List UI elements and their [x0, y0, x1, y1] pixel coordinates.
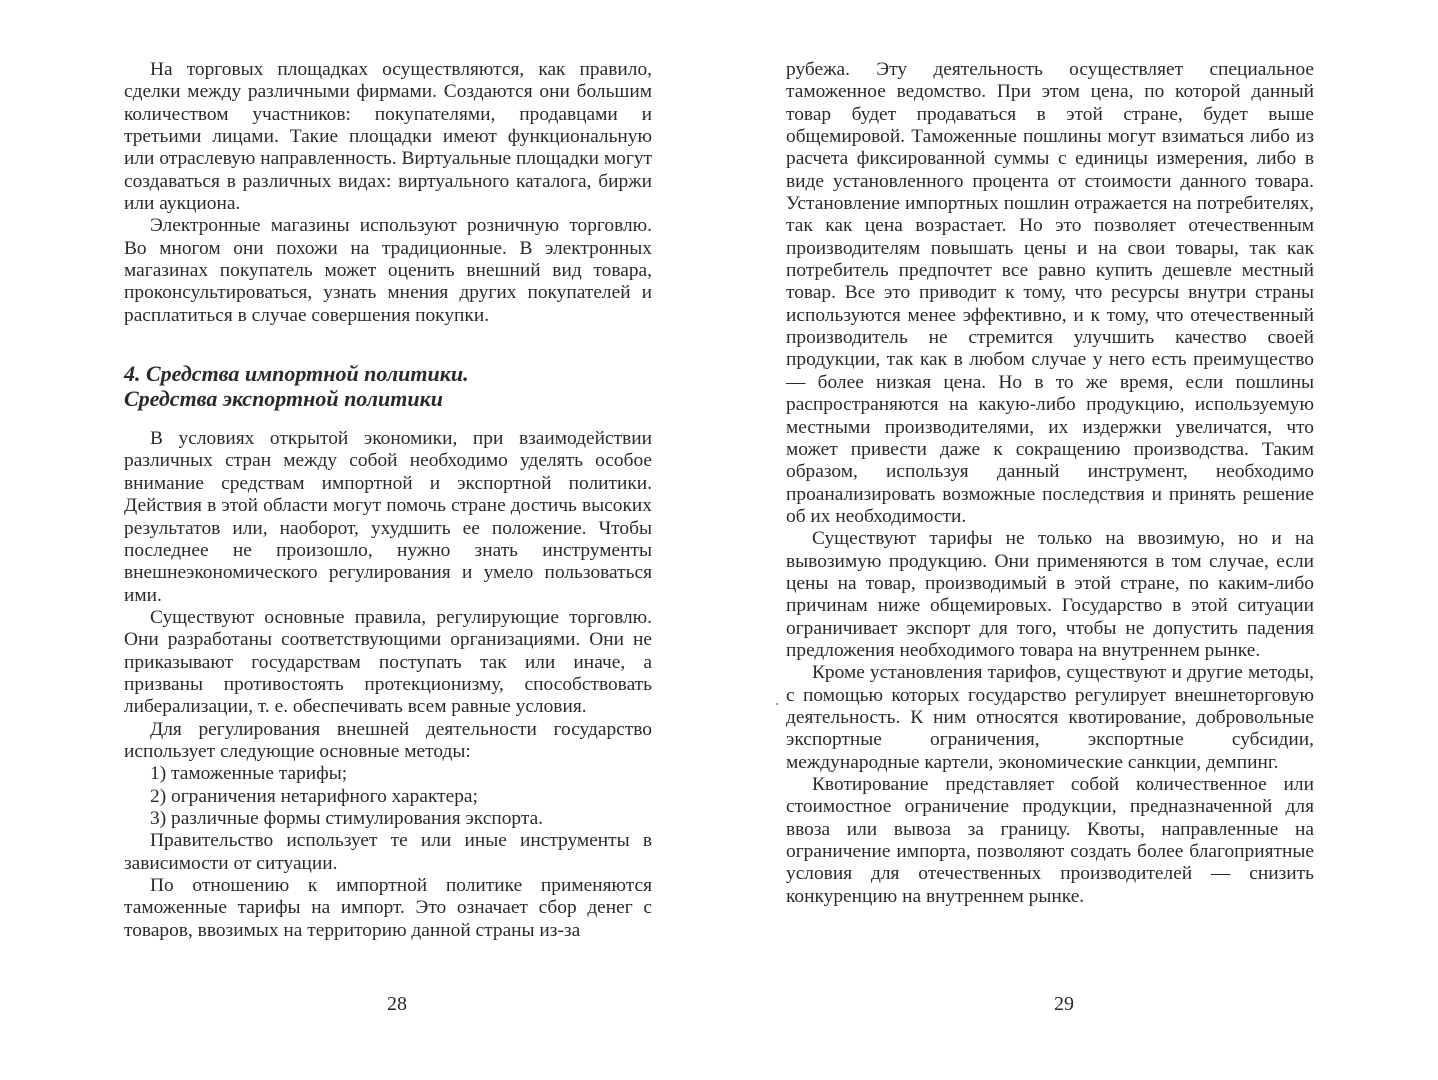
paragraph: Квотирование представляет собой количественное или стоимостное ограничение продукции, предназначенной для ввоза или вывоза за границу. Квоты, направленные на ограничение импорта, позволяют создать более благоприятные условия для отечественных производителей — снизить конкуренцию на внутреннем рынке. — [786, 774, 1314, 907]
paragraph: В условиях открытой экономики, при взаимодействии различных стран между собой необходимо уделять особое внимание средствам импортной и экспортной политики. Действия в этой области могут помочь стране достичь высоких результатов или, наоборот, ухудшить ее положение. Чтобы последнее не произошло, нужно знать инструменты внешнеэкономического регулирования и умело пользоваться ими. — [124, 428, 652, 606]
section-heading — [124, 361, 652, 411]
paragraph: Кроме установления тарифов, существуют и другие методы, с помощью которых государство регулирует внешнеторговую деятельность. К ним относятся квотирование, добровольные экспортные ограничения, экспортные субсидии, международные картели, экономические санкции, демпинг. — [786, 662, 1314, 773]
paragraph: Для регулирования внешней деятельности государство использует следующие основные методы: — [124, 718, 652, 762]
list-item: 3) различные формы стимулирования экспорта. — [150, 807, 544, 829]
section-heading-line2: Средства экспортной политики — [124, 386, 444, 412]
right-page — [786, 59, 1314, 908]
list-item: 2) ограничения нетарифного характера; — [150, 785, 478, 807]
page-number: 29 — [1054, 993, 1074, 1015]
paragraph: Правительство использует те или иные инструменты в зависимости от ситуации. — [124, 830, 652, 874]
paragraph: По отношению к импортной политике применяются таможенные тарифы на импорт. Это означает сбор денег с товаров, ввозимых на территорию данной страны из-за — [124, 875, 652, 941]
left-page — [124, 59, 652, 942]
paragraph: Существуют тарифы не только на ввозимую, но и на вывозимую продукцию. Они применяются в том случае, если цены на товар, производимый в этой стране, по каким-либо причинам ниже общемировых. Государство в этой ситуации ограничивает экспорт для того, чтобы не допустить падения предложения необходимого товара на внутреннем рынке. — [786, 528, 1314, 661]
paragraph-continuation: рубежа. Эту деятельность осуществляет специальное таможенное ведомство. При этом цена, по которой данный товар будет продаваться в этой стране, будет выше общемировой. Таможенные пошлины могут взиматься либо из расчета фиксированной суммы с единицы измерения, либо в виде установленного процента от стоимости данного товара. Установление импортных пошлин отражается на потребителях, так как цена возрастает. Но это позволяет отечественным производителям повышать цены и на свои товары, так как потребитель предпочтет все равно купить дешевле местный товар. Все это приводит к тому, что ресурсы внутри страны используются менее эффективно, и к тому, что отечественный производитель не стремится улучшить качество своей продукции, так как в любом случае у него есть преимущество — более низкая цена. Но в то же время, если пошлины распространяются на какую-либо продукцию, используемую местными производителями, их издержки увеличатся, что может привести даже к сокращению производства. Таким образом, используя данный инструмент, необходимо проанализировать возможные последствия и принять решение об их необходимости. — [786, 59, 1314, 527]
scan-speck — [776, 703, 778, 705]
paragraph: Электронные магазины используют розничную торговлю. Во многом они похожи на традиционные. В электронных магазинах покупатель может оценить внешний вид товара, проконсультироваться, узнать мнения других покупателей и расплатиться в случае совершения покупки. — [124, 215, 652, 326]
paragraph: Существуют основные правила, регулирующие торговлю. Они разработаны соответствующими организациями. Они не приказывают государствам поступать так или иначе, а призваны противостоять протекционизму, способствовать либерализации, т. е. обеспечивать всем равные условия. — [124, 606, 652, 718]
page-number: 28 — [387, 993, 407, 1015]
paragraph: На торговых площадках осуществляются, как правило, сделки между различными фирмами. Создаются они большим количеством участников: покупателями, продавцами и третьими лицами. Такие площадки имеют функциональную или отраслевую направленность. Виртуальные площадки могут создаваться в различных видах: виртуального каталога, биржи или аукциона. — [124, 59, 652, 215]
section-heading-line1: 4. Средства импортной политики. — [124, 361, 469, 387]
list-item: 1) таможенные тарифы; — [150, 763, 348, 785]
